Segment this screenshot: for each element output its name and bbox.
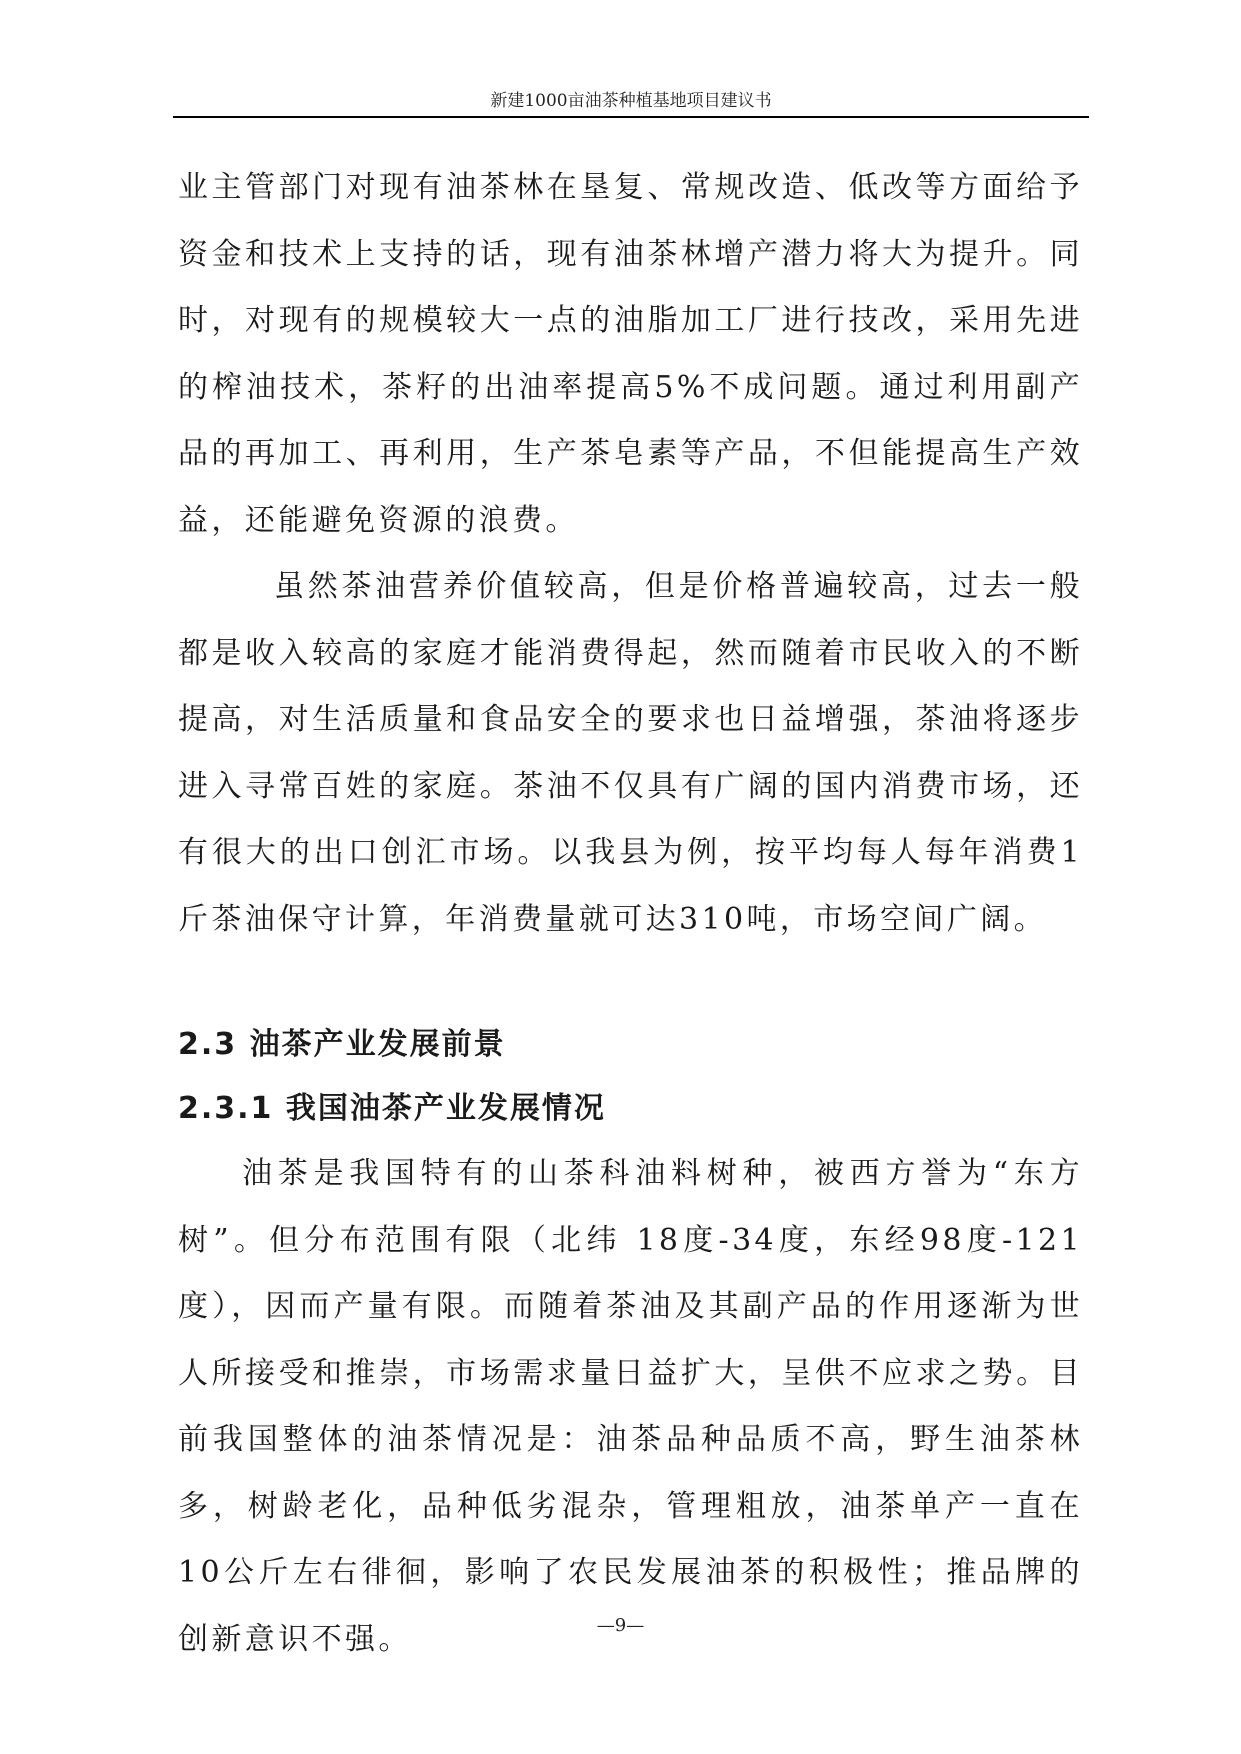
section-spacer — [178, 953, 1083, 1013]
paragraph-3: 油茶是我国特有的山茶科油料树种，被西方誉为“东方树”。但分布范围有限（北纬 18度-34度，东经98度-121度），因而产量有限。而随着茶油及其副产品的作用逐渐为世人所接受和推崇，市场需求量日益扩大，呈供不应求之势。目前我国整体的油茶情况是：油茶品种品质不高，野生油茶林多，树龄老化，品种低劣混杂，管理粗放，油茶单产一直在 10公斤左右徘徊，影响了农民发展油茶的积极性；推品牌的创新意识不强。 — [178, 1156, 1083, 1657]
subsection-heading: 2.3.1 我国油茶产业发展情况 — [178, 1091, 606, 1126]
section-heading: 2.3 油茶产业发展前景 — [178, 1027, 506, 1062]
paragraph-1: 业主管部门对现有油茶林在垦复、常规改造、低改等方面给予资金和技术上支持的话，现有油茶林增产潜力将大为提升。同时，对现有的规模较大一点的油脂加工厂进行技改，采用先进的榨油技术，茶籽的出油率提高5%不成问题。通过利用副产品的再加工、再利用，生产茶皂素等产品，不但能提高生产效益，还能避免资源的浪费。 — [178, 170, 1083, 538]
paragraph-2: 虽然茶油营养价值较高，但是价格普遍较高，过去一般都是收入较高的家庭才能消费得起，然而随着市民收入的不断提高，对生活质量和食品安全的要求也日益增强，茶油将逐步进入寻常百姓的家庭。茶油不仅具有广阔的国内消费市场，还有很大的出口创汇市场。以我县为例，按平均每人每年消费1斤茶油保守计算，年消费量就可达310吨，市场空间广阔。 — [178, 569, 1083, 937]
running-header: 新建1000亩油茶种植基地项目建议书 — [173, 86, 1089, 118]
page-number: —9— — [596, 1615, 645, 1636]
document-body — [178, 155, 1083, 1673]
